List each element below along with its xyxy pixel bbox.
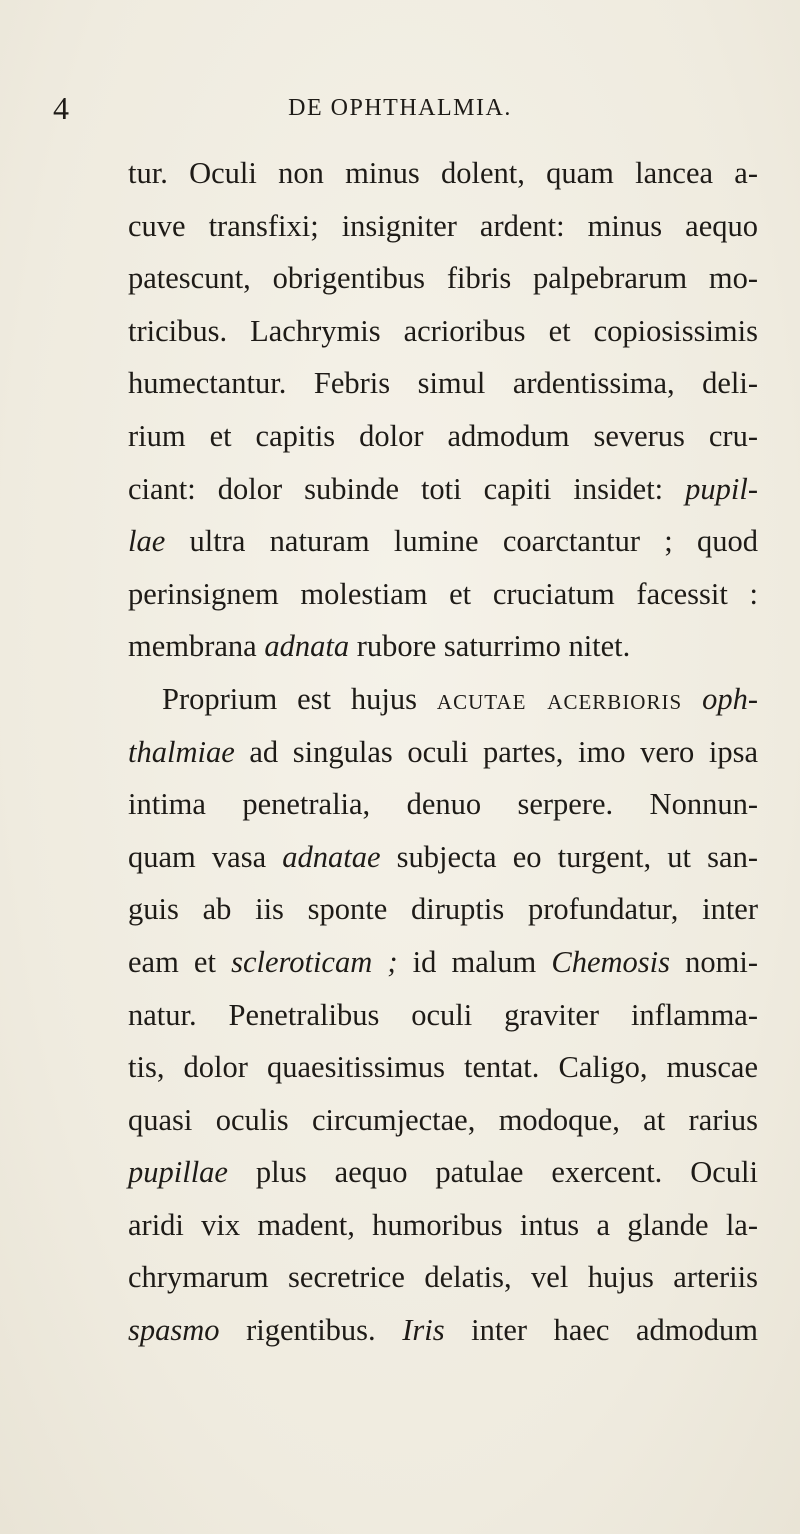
running-title: DE OPHTHALMIA. xyxy=(288,95,512,121)
italic-term: pupillae xyxy=(128,1155,228,1190)
text-line: intima penetralia, denuo serpere. Nonnun- xyxy=(128,787,758,822)
text-line: chrymarum secretrice delatis, vel hujus arteriis xyxy=(128,1260,758,1295)
small-caps-term: acutae acerbioris xyxy=(436,681,683,716)
italic-term: adnata xyxy=(264,629,350,664)
italic-term: Iris xyxy=(402,1313,445,1348)
body-text xyxy=(128,147,758,1357)
text-line: guis ab iis sponte diruptis profundatur, inter xyxy=(128,892,758,927)
text-line: spasmo rigentibus. Iris inter haec admodum xyxy=(128,1313,758,1348)
italic-term: thalmiae xyxy=(128,734,235,769)
text-line: pupillae plus aequo patulae exercent. Oculi xyxy=(128,1155,758,1190)
text-line: Proprium est hujus acutae acerbioris oph- xyxy=(162,681,758,716)
text-line: cuve transfixi; insigniter ardent: minus aequo xyxy=(128,208,758,243)
italic-term: scleroticam ; xyxy=(231,944,398,979)
text-line: natur. Penetralibus oculi graviter inflamma- xyxy=(128,997,758,1032)
italic-term: oph- xyxy=(702,681,758,716)
text-line: perinsignem molestiam et cruciatum facessit : xyxy=(128,576,758,611)
page-number: 4 xyxy=(53,90,69,126)
text-line: tur. Oculi non minus dolent, quam lancea a- xyxy=(128,156,758,190)
text-line: quam vasa adnatae subjecta eo turgent, ut san- xyxy=(128,839,758,874)
text-line: humectantur. Febris simul ardentissima, deli- xyxy=(128,366,758,401)
text-line: lae ultra naturam lumine coarctantur ; quod xyxy=(128,524,758,559)
text-line: aridi vix madent, humoribus intus a glande la- xyxy=(128,1207,758,1242)
italic-term: Chemosis xyxy=(551,944,671,979)
text-line: rium et capitis dolor admodum severus cru- xyxy=(128,418,758,453)
text-line: ciant: dolor subinde toti capiti insidet: pupil- xyxy=(128,471,758,506)
text-line: quasi oculis circumjectae, modoque, at rarius xyxy=(128,1102,758,1137)
text-line: tis, dolor quaesitissimus tentat. Caligo, muscae xyxy=(128,1050,758,1085)
text-line: tricibus. Lachrymis acrioribus et copiosissimis xyxy=(128,313,758,348)
italic-term: spasmo xyxy=(128,1313,220,1348)
text-line: eam et scleroticam ; id malum Chemosis nomi- xyxy=(128,944,759,979)
text-line: membrana adnata rubore saturrimo nitet. xyxy=(128,629,631,664)
text-line: patescunt, obrigentibus fibris palpebrarum mo- xyxy=(128,261,758,296)
text-line: thalmiae ad singulas oculi partes, imo vero ipsa xyxy=(128,734,758,769)
italic-term: lae xyxy=(128,524,166,559)
italic-term: pupil- xyxy=(685,471,758,506)
italic-term: adnatae xyxy=(282,839,381,874)
